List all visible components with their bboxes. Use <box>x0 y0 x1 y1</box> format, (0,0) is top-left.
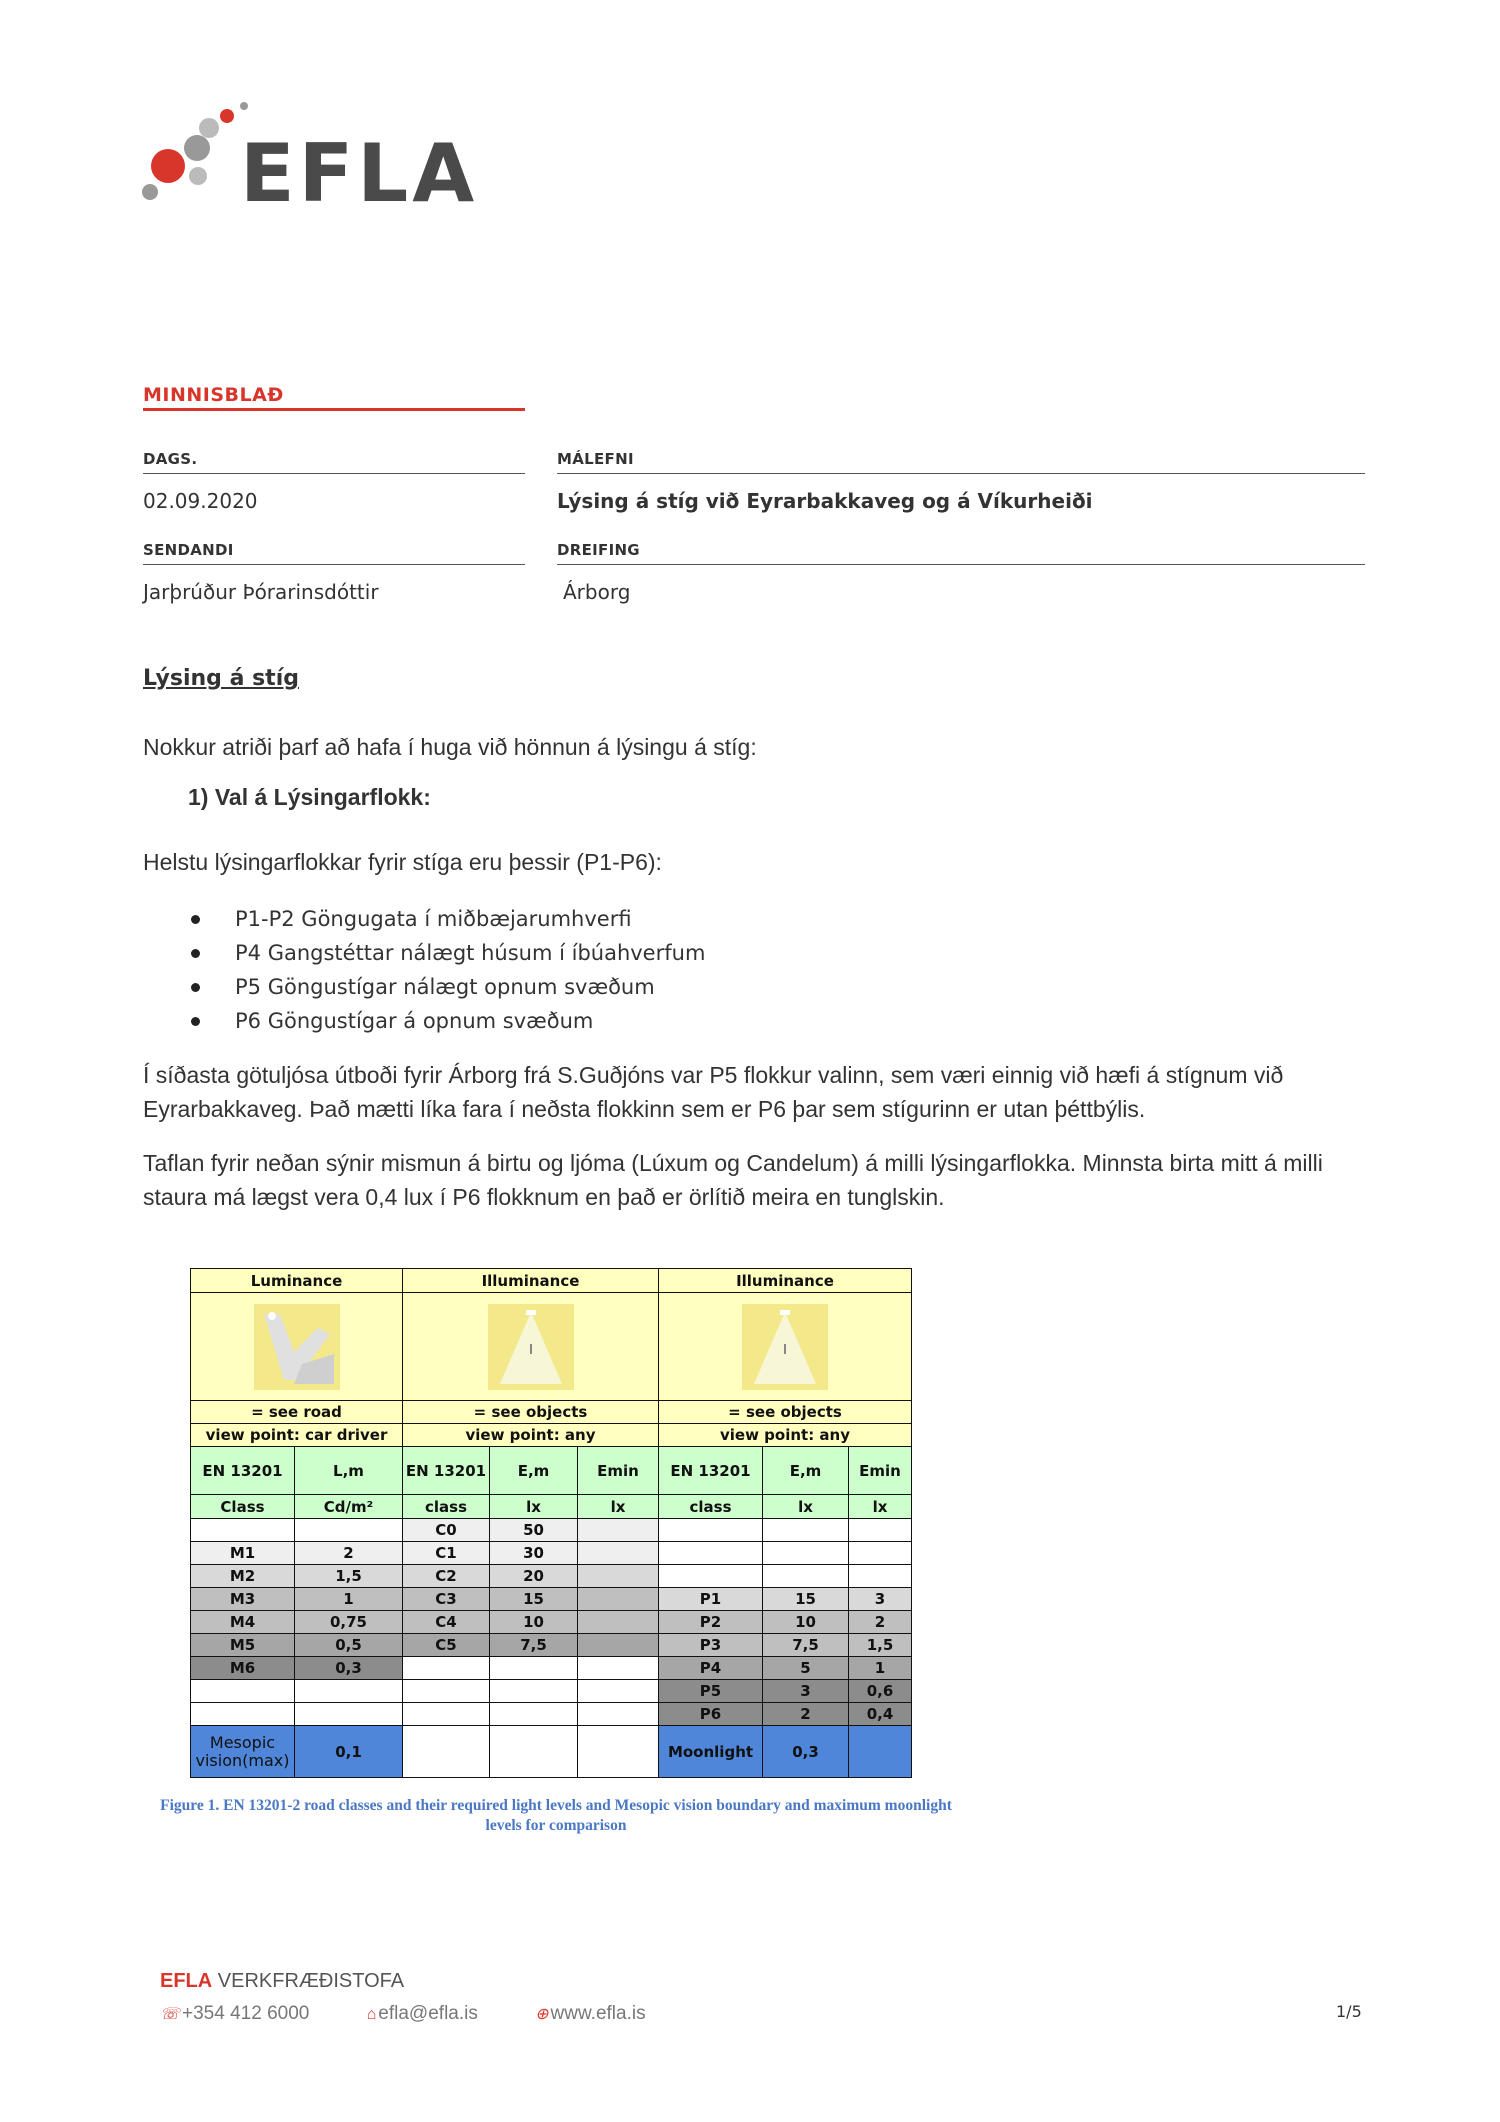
table-row <box>191 1542 912 1565</box>
unit-header: lx <box>578 1495 659 1519</box>
table-cell <box>578 1611 659 1634</box>
table-cell: M6 <box>191 1657 295 1680</box>
table-cell: 15 <box>490 1588 578 1611</box>
table-cell <box>490 1726 578 1778</box>
table-cell <box>659 1519 763 1542</box>
table-cell: C5 <box>403 1634 490 1657</box>
table-cell <box>659 1542 763 1565</box>
table-cell <box>191 1519 295 1542</box>
footer-brand-name: EFLA <box>160 1970 213 1992</box>
class-list <box>185 902 705 1038</box>
illuminance-image <box>403 1293 659 1401</box>
table-cell: 2 <box>295 1542 403 1565</box>
bullet-icon <box>191 983 200 992</box>
object-illuminance-icon <box>742 1304 828 1390</box>
unit-header: lx <box>763 1495 849 1519</box>
table-cell <box>403 1726 490 1778</box>
table-row <box>191 1657 912 1680</box>
table-cell: 0,75 <box>295 1611 403 1634</box>
column-header: EN 13201 <box>403 1447 490 1495</box>
list-item <box>185 902 705 936</box>
sender-rule <box>143 564 525 565</box>
table-cell: 2 <box>763 1703 849 1726</box>
table-cell <box>191 1680 295 1703</box>
classes-intro: Helstu lýsingarflokkar fyrir stíga eru þessir (P1-P6): <box>143 849 662 875</box>
table-cell: P3 <box>659 1634 763 1657</box>
sender-value: Jarþrúður Þórarinsdóttir <box>143 580 379 604</box>
column-header: Emin <box>578 1447 659 1495</box>
luminance-image <box>191 1293 403 1401</box>
list-item-text: P6 Göngustígar á opnum svæðum <box>235 1009 594 1033</box>
web-text: www.efla.is <box>550 2003 646 2024</box>
column-header: EN 13201 <box>191 1447 295 1495</box>
table-cell <box>849 1726 912 1778</box>
efla-logo <box>140 96 480 206</box>
email-text: efla@efla.is <box>378 2003 478 2024</box>
mesopic-label: Mesopic vision(max) <box>191 1726 295 1778</box>
moonlight-value: 0,3 <box>763 1726 849 1778</box>
table-cell <box>578 1542 659 1565</box>
date-value: 02.09.2020 <box>143 489 258 513</box>
table-cell: M4 <box>191 1611 295 1634</box>
table-cell <box>578 1657 659 1680</box>
table-cell: C0 <box>403 1519 490 1542</box>
table-cell: M3 <box>191 1588 295 1611</box>
table-cell: 10 <box>763 1611 849 1634</box>
mesopic-value: 0,1 <box>295 1726 403 1778</box>
footer-brand-suffix: VERKFRÆÐISTOFA <box>212 1970 405 1992</box>
table-cell <box>490 1657 578 1680</box>
distribution-value: Árborg <box>563 580 631 604</box>
moonlight-label: Moonlight <box>659 1726 763 1778</box>
see-label: = see objects <box>403 1401 659 1424</box>
viewpoint-label: view point: any <box>403 1424 659 1447</box>
unit-header: class <box>659 1495 763 1519</box>
group-header: Illuminance <box>659 1269 912 1293</box>
phone-text: +354 412 6000 <box>182 2003 310 2024</box>
table-cell <box>578 1519 659 1542</box>
bullet-icon <box>191 915 200 924</box>
bullet-icon <box>191 949 200 958</box>
date-label: DAGS. <box>143 450 198 468</box>
group-header: Luminance <box>191 1269 403 1293</box>
list-item <box>185 1004 705 1038</box>
table-cell <box>763 1542 849 1565</box>
table-cell <box>490 1703 578 1726</box>
table-cell <box>191 1703 295 1726</box>
table-cell: 0,4 <box>849 1703 912 1726</box>
table-cell: 3 <box>763 1680 849 1703</box>
viewpoint-label: view point: car driver <box>191 1424 403 1447</box>
date-rule <box>143 473 525 474</box>
table-row <box>191 1611 912 1634</box>
table-cell: 0,6 <box>849 1680 912 1703</box>
table-row <box>191 1680 912 1703</box>
table-cell <box>849 1542 912 1565</box>
table-cell: 10 <box>490 1611 578 1634</box>
table-cell <box>578 1703 659 1726</box>
column-header: E,m <box>763 1447 849 1495</box>
table-cell: C4 <box>403 1611 490 1634</box>
list-item <box>185 970 705 1004</box>
table-cell <box>295 1519 403 1542</box>
group-header: Illuminance <box>403 1269 659 1293</box>
intro-text: Nokkur atriði þarf að hafa í huga við hönnun á lýsingu á stíg: <box>143 734 757 760</box>
table-cell <box>849 1519 912 1542</box>
table-cell: C2 <box>403 1565 490 1588</box>
viewpoint-label: view point: any <box>659 1424 912 1447</box>
table-cell <box>578 1565 659 1588</box>
memo-title-rule <box>143 408 525 411</box>
subheading: 1) Val á Lýsingarflokk: <box>188 784 431 810</box>
footer-phone[interactable] <box>160 2003 335 2024</box>
table-cell: 50 <box>490 1519 578 1542</box>
column-header: E,m <box>490 1447 578 1495</box>
table-cell: 0,5 <box>295 1634 403 1657</box>
see-label: = see objects <box>659 1401 912 1424</box>
table-cell: 7,5 <box>763 1634 849 1657</box>
sender-label: SENDANDI <box>143 541 234 559</box>
table-cell <box>403 1680 490 1703</box>
table-cell <box>295 1680 403 1703</box>
home-icon: ⌂ <box>366 2006 377 2023</box>
road-luminance-icon <box>254 1304 340 1390</box>
table-cell <box>578 1680 659 1703</box>
table-cell: 20 <box>490 1565 578 1588</box>
table-cell <box>403 1703 490 1726</box>
section-heading: Lýsing á stíg <box>143 666 299 691</box>
list-item-text: P5 Göngustígar nálægt opnum svæðum <box>235 975 655 999</box>
bullet-icon <box>191 1017 200 1026</box>
list-item <box>185 936 705 970</box>
table-cell <box>763 1565 849 1588</box>
table-cell: P5 <box>659 1680 763 1703</box>
unit-header: Class <box>191 1495 295 1519</box>
table-cell: P4 <box>659 1657 763 1680</box>
table-cell: P6 <box>659 1703 763 1726</box>
table-body <box>191 1519 912 1726</box>
table-cell <box>295 1703 403 1726</box>
table-row <box>191 1588 912 1611</box>
logo-text: EFLA <box>240 127 479 206</box>
subject-value: Lýsing á stíg við Eyrarbakkaveg og á Víkurheiði <box>557 489 1093 513</box>
globe-icon: ⊕ <box>535 2006 549 2023</box>
column-header: EN 13201 <box>659 1447 763 1495</box>
subject-label: MÁLEFNI <box>557 450 634 468</box>
table-cell: P1 <box>659 1588 763 1611</box>
table-cell: 1,5 <box>849 1634 912 1657</box>
table-cell <box>578 1726 659 1778</box>
distribution-rule <box>557 564 1365 565</box>
phone-icon: ☏ <box>160 2006 181 2023</box>
table-cell: P2 <box>659 1611 763 1634</box>
table-cell: 1 <box>849 1657 912 1680</box>
table-cell: 5 <box>763 1657 849 1680</box>
table-row <box>191 1634 912 1657</box>
table-cell: 2 <box>849 1611 912 1634</box>
figure-caption: Figure 1. EN 13201-2 road classes and their required light levels and Mesopic vision boundary and maximum moonlight levels for comparison <box>160 1797 952 1834</box>
table-cell: 1,5 <box>295 1565 403 1588</box>
list-item-text: P4 Gangstéttar nálægt húsum í íbúahverfum <box>235 941 706 965</box>
column-header: Emin <box>849 1447 912 1495</box>
unit-header: lx <box>849 1495 912 1519</box>
distribution-label: DREIFING <box>557 541 640 559</box>
table-cell: 15 <box>763 1588 849 1611</box>
memo-title: MINNISBLAÐ <box>143 384 284 406</box>
table-cell: 7,5 <box>490 1634 578 1657</box>
unit-header: lx <box>490 1495 578 1519</box>
light-class-table <box>190 1268 912 1778</box>
table-cell <box>403 1657 490 1680</box>
paragraph-2: Taflan fyrir neðan sýnir mismun á birtu og ljóma (Lúxum og Candelum) á milli lýsingarflokka. Minnsta birta mitt á milli staura má lægst vera 0,4 lux í P6 flokknum en það er örlítið meira en tunglskin. <box>143 1150 1323 1210</box>
illuminance-image <box>659 1293 912 1401</box>
subject-rule <box>557 473 1365 474</box>
table-cell <box>578 1588 659 1611</box>
table-cell: 0,3 <box>295 1657 403 1680</box>
footer-brand <box>160 1970 404 1993</box>
see-label: = see road <box>191 1401 403 1424</box>
paragraph-1: Í síðasta götuljósa útboði fyrir Árborg frá S.Guðjóns var P5 flokkur valinn, sem væri einnig við hæfi á stígnum við Eyrarbakkaveg. Það mætti líka fara í neðsta flokkinn sem er P6 þar sem stígurinn er utan þéttbýlis. <box>143 1062 1284 1122</box>
table-cell <box>659 1565 763 1588</box>
table-row <box>191 1519 912 1542</box>
object-illuminance-icon <box>488 1304 574 1390</box>
table-cell: 3 <box>849 1588 912 1611</box>
table-cell: C3 <box>403 1588 490 1611</box>
column-header: L,m <box>295 1447 403 1495</box>
table-cell <box>490 1680 578 1703</box>
table-cell: M2 <box>191 1565 295 1588</box>
table-cell <box>763 1519 849 1542</box>
table-cell: C1 <box>403 1542 490 1565</box>
table-cell: 30 <box>490 1542 578 1565</box>
footer-email[interactable] <box>367 2003 504 2024</box>
table-cell <box>849 1565 912 1588</box>
table-row <box>191 1703 912 1726</box>
table-cell: M1 <box>191 1542 295 1565</box>
table-cell: 1 <box>295 1588 403 1611</box>
table-row <box>191 1565 912 1588</box>
footer-web[interactable] <box>535 2003 671 2024</box>
list-item-text: P1-P2 Göngugata í miðbæjarumhverfi <box>235 907 632 931</box>
footer-contact <box>160 2003 698 2025</box>
table-cell <box>578 1634 659 1657</box>
page-number: 1/5 <box>1336 2002 1362 2021</box>
table-cell: M5 <box>191 1634 295 1657</box>
unit-header: class <box>403 1495 490 1519</box>
unit-header: Cd/m² <box>295 1495 403 1519</box>
